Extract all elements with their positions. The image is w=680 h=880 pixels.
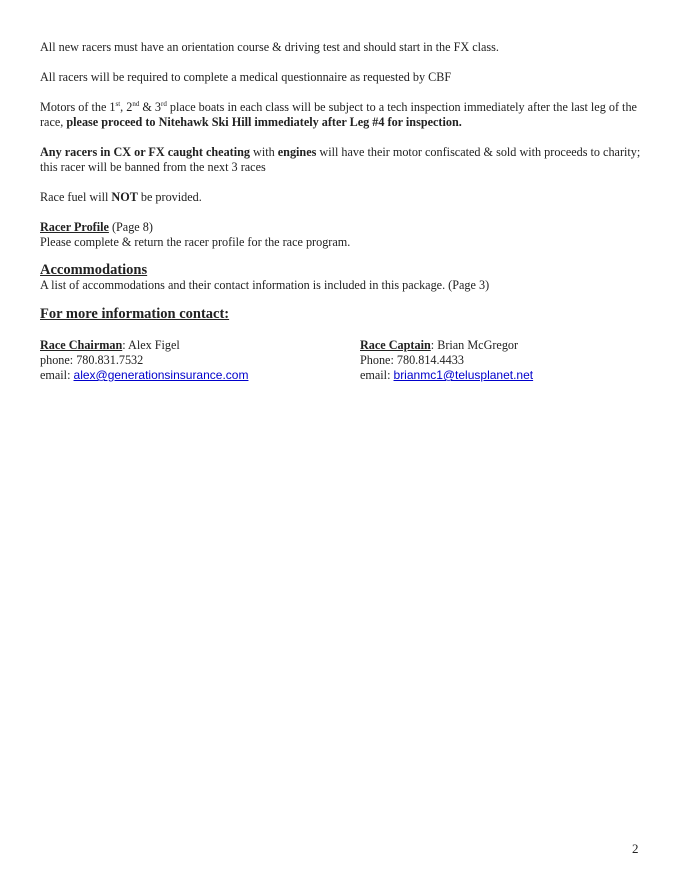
racer-profile-text: Please complete & return the racer profile for the race program.: [40, 235, 351, 249]
document-page: [40, 40, 650, 398]
captain-phone: Phone: 780.814.4433: [360, 353, 464, 367]
racer-profile-label: Racer Profile: [40, 220, 109, 234]
captain-email-link[interactable]: brianmc1@telusplanet.net: [393, 368, 534, 382]
chairman-phone: phone: 780.831.7532: [40, 353, 144, 367]
chairman-name: : Alex Figel: [122, 338, 180, 352]
accommodations-heading: Accommodations: [40, 262, 148, 278]
medical-rule: All racers will be required to complete a medical questionnaire as requested by CBF: [40, 70, 452, 84]
chairman-label: Race Chairman: [40, 338, 123, 352]
chairman-email-link[interactable]: alex@generationsinsurance.com: [73, 368, 249, 382]
cheating-rule: Any racers in CX or FX caught cheating with engines will have their motor confiscated & sold with proceeds to charity; this racer will be banned from the next 3 races: [40, 145, 641, 174]
contact-columns: [40, 338, 650, 398]
orientation-rule: All new racers must have an orientation course & driving test and should start in the FX class.: [40, 40, 499, 54]
tech-inspection-rule: Motors of the 1st, 2nd & 3rd place boats in each class will be subject to a tech inspection immediately after the last leg of the race, please proceed to Nitehawk Ski Hill immediately after Leg #4 for inspection.: [40, 100, 637, 129]
fuel-rule: Race fuel will NOT be provided.: [40, 190, 202, 204]
chairman-contact: Race Chairman: Alex Figel phone: 780.831.7532 email: alex@generationsinsurance.com: [40, 338, 340, 383]
page-number: 2: [632, 841, 639, 856]
contact-heading: For more information contact:: [40, 306, 230, 322]
racer-profile-title: Racer Profile (Page 8): [40, 220, 153, 234]
accommodations-text: A list of accommodations and their contact information is included in this package. (Page 3): [40, 278, 490, 292]
captain-contact: Race Captain: Brian McGregor Phone: 780.814.4433 email: brianmc1@telusplanet.net: [360, 338, 660, 383]
captain-name: : Brian McGregor: [430, 338, 519, 352]
captain-label: Race Captain: [360, 338, 431, 352]
inspection-instruction: please proceed to Nitehawk Ski Hill immediately after Leg #4 for inspection.: [66, 115, 462, 129]
